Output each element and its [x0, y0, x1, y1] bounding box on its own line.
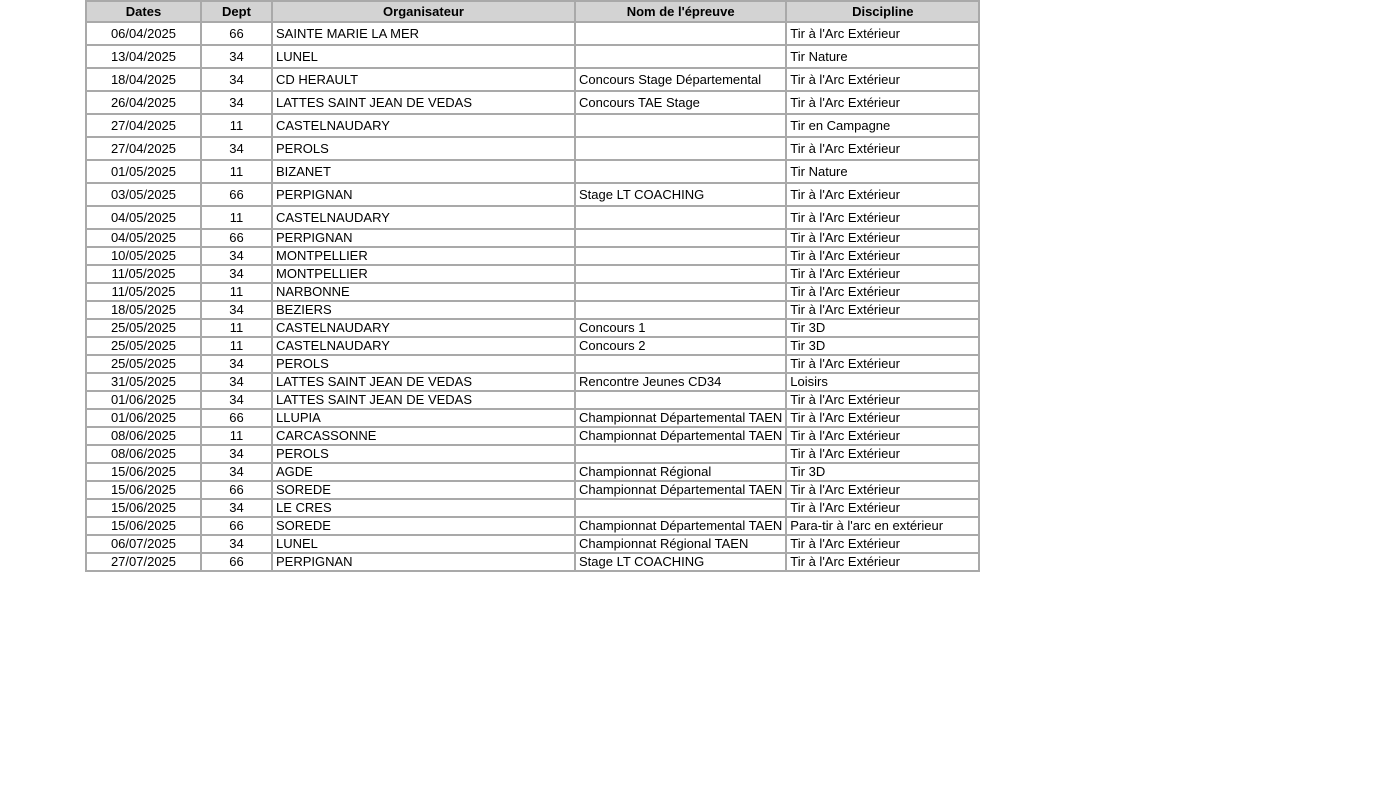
- cell-date: 18/05/2025: [86, 301, 201, 319]
- cell-dept: 11: [201, 427, 272, 445]
- cell-discipline: Tir à l'Arc Extérieur: [786, 206, 979, 229]
- table-row: [86, 247, 979, 265]
- events-table: [85, 0, 980, 572]
- table-row: [86, 427, 979, 445]
- header-discipline: Discipline: [786, 1, 979, 22]
- cell-nom-epreuve: Rencontre Jeunes CD34: [575, 373, 786, 391]
- cell-organisateur: CASTELNAUDARY: [272, 319, 575, 337]
- cell-nom-epreuve: Championnat Départemental TAEN: [575, 427, 786, 445]
- cell-date: 08/06/2025: [86, 445, 201, 463]
- cell-date: 25/05/2025: [86, 337, 201, 355]
- cell-date: 01/05/2025: [86, 160, 201, 183]
- table-row: [86, 337, 979, 355]
- cell-nom-epreuve: Stage LT COACHING: [575, 183, 786, 206]
- table-row: [86, 409, 979, 427]
- cell-nom-epreuve: [575, 160, 786, 183]
- cell-nom-epreuve: Championnat Départemental TAEN: [575, 481, 786, 499]
- cell-date: 27/04/2025: [86, 137, 201, 160]
- cell-date: 06/04/2025: [86, 22, 201, 45]
- cell-dept: 34: [201, 463, 272, 481]
- cell-nom-epreuve: [575, 114, 786, 137]
- cell-discipline: Tir à l'Arc Extérieur: [786, 22, 979, 45]
- table-row: [86, 114, 979, 137]
- cell-organisateur: CASTELNAUDARY: [272, 114, 575, 137]
- cell-nom-epreuve: Championnat Départemental TAEN: [575, 517, 786, 535]
- cell-dept: 66: [201, 22, 272, 45]
- table-row: [86, 481, 979, 499]
- cell-discipline: Tir Nature: [786, 45, 979, 68]
- cell-discipline: Tir à l'Arc Extérieur: [786, 391, 979, 409]
- table-row: [86, 22, 979, 45]
- header-dates: Dates: [86, 1, 201, 22]
- cell-nom-epreuve: [575, 229, 786, 247]
- cell-organisateur: LATTES SAINT JEAN DE VEDAS: [272, 373, 575, 391]
- cell-discipline: Tir à l'Arc Extérieur: [786, 535, 979, 553]
- cell-organisateur: LUNEL: [272, 535, 575, 553]
- cell-dept: 34: [201, 355, 272, 373]
- cell-discipline: Tir à l'Arc Extérieur: [786, 553, 979, 571]
- cell-organisateur: PERPIGNAN: [272, 553, 575, 571]
- cell-discipline: Tir à l'Arc Extérieur: [786, 137, 979, 160]
- cell-organisateur: AGDE: [272, 463, 575, 481]
- cell-discipline: Tir 3D: [786, 337, 979, 355]
- cell-dept: 66: [201, 409, 272, 427]
- cell-nom-epreuve: [575, 355, 786, 373]
- cell-dept: 34: [201, 247, 272, 265]
- table-row: [86, 160, 979, 183]
- cell-organisateur: CASTELNAUDARY: [272, 337, 575, 355]
- cell-dept: 66: [201, 553, 272, 571]
- cell-nom-epreuve: [575, 445, 786, 463]
- cell-dept: 66: [201, 481, 272, 499]
- cell-discipline: Loisirs: [786, 373, 979, 391]
- cell-nom-epreuve: [575, 137, 786, 160]
- table-row: [86, 535, 979, 553]
- cell-nom-epreuve: [575, 206, 786, 229]
- cell-date: 18/04/2025: [86, 68, 201, 91]
- cell-nom-epreuve: [575, 301, 786, 319]
- cell-date: 26/04/2025: [86, 91, 201, 114]
- cell-date: 15/06/2025: [86, 463, 201, 481]
- cell-dept: 34: [201, 535, 272, 553]
- cell-dept: 34: [201, 373, 272, 391]
- table-row: [86, 355, 979, 373]
- cell-dept: 34: [201, 445, 272, 463]
- cell-nom-epreuve: Stage LT COACHING: [575, 553, 786, 571]
- cell-nom-epreuve: [575, 247, 786, 265]
- header-nom-epreuve: Nom de l'épreuve: [575, 1, 786, 22]
- cell-discipline: Tir à l'Arc Extérieur: [786, 247, 979, 265]
- table-row: [86, 553, 979, 571]
- cell-organisateur: LATTES SAINT JEAN DE VEDAS: [272, 391, 575, 409]
- cell-organisateur: PEROLS: [272, 445, 575, 463]
- cell-nom-epreuve: Concours 1: [575, 319, 786, 337]
- cell-organisateur: CASTELNAUDARY: [272, 206, 575, 229]
- cell-organisateur: SOREDE: [272, 481, 575, 499]
- cell-dept: 34: [201, 91, 272, 114]
- table-row: [86, 499, 979, 517]
- cell-dept: 34: [201, 301, 272, 319]
- table-row: [86, 445, 979, 463]
- cell-organisateur: MONTPELLIER: [272, 247, 575, 265]
- table-row: [86, 301, 979, 319]
- header-organisateur: Organisateur: [272, 1, 575, 22]
- cell-organisateur: MONTPELLIER: [272, 265, 575, 283]
- cell-discipline: Tir à l'Arc Extérieur: [786, 265, 979, 283]
- cell-date: 27/04/2025: [86, 114, 201, 137]
- cell-date: 04/05/2025: [86, 229, 201, 247]
- cell-discipline: Tir 3D: [786, 463, 979, 481]
- cell-discipline: Tir à l'Arc Extérieur: [786, 481, 979, 499]
- table-row: [86, 229, 979, 247]
- cell-nom-epreuve: [575, 283, 786, 301]
- table-row: [86, 517, 979, 535]
- cell-date: 10/05/2025: [86, 247, 201, 265]
- cell-date: 27/07/2025: [86, 553, 201, 571]
- cell-nom-epreuve: Championnat Départemental TAEN: [575, 409, 786, 427]
- cell-organisateur: PERPIGNAN: [272, 229, 575, 247]
- cell-date: 25/05/2025: [86, 355, 201, 373]
- cell-organisateur: NARBONNE: [272, 283, 575, 301]
- cell-nom-epreuve: [575, 265, 786, 283]
- cell-date: 03/05/2025: [86, 183, 201, 206]
- cell-date: 15/06/2025: [86, 517, 201, 535]
- cell-nom-epreuve: Concours Stage Départemental: [575, 68, 786, 91]
- table-row: [86, 391, 979, 409]
- cell-discipline: Tir à l'Arc Extérieur: [786, 229, 979, 247]
- cell-organisateur: SAINTE MARIE LA MER: [272, 22, 575, 45]
- cell-discipline: Tir à l'Arc Extérieur: [786, 355, 979, 373]
- cell-dept: 66: [201, 229, 272, 247]
- cell-date: 15/06/2025: [86, 481, 201, 499]
- cell-organisateur: BIZANET: [272, 160, 575, 183]
- header-dept: Dept: [201, 1, 272, 22]
- cell-organisateur: PEROLS: [272, 355, 575, 373]
- cell-organisateur: PERPIGNAN: [272, 183, 575, 206]
- table-row: [86, 265, 979, 283]
- cell-discipline: Tir à l'Arc Extérieur: [786, 445, 979, 463]
- cell-dept: 11: [201, 319, 272, 337]
- table-row: [86, 183, 979, 206]
- header-row: [86, 1, 979, 22]
- cell-discipline: Para-tir à l'arc en extérieur: [786, 517, 979, 535]
- cell-organisateur: SOREDE: [272, 517, 575, 535]
- cell-date: 25/05/2025: [86, 319, 201, 337]
- cell-discipline: Tir en Campagne: [786, 114, 979, 137]
- table-row: [86, 45, 979, 68]
- cell-date: 04/05/2025: [86, 206, 201, 229]
- cell-date: 01/06/2025: [86, 409, 201, 427]
- cell-dept: 66: [201, 183, 272, 206]
- table-row: [86, 137, 979, 160]
- cell-date: 31/05/2025: [86, 373, 201, 391]
- cell-dept: 11: [201, 283, 272, 301]
- cell-discipline: Tir à l'Arc Extérieur: [786, 301, 979, 319]
- table-row: [86, 319, 979, 337]
- cell-dept: 66: [201, 517, 272, 535]
- cell-discipline: Tir à l'Arc Extérieur: [786, 499, 979, 517]
- table-row: [86, 68, 979, 91]
- cell-dept: 11: [201, 114, 272, 137]
- cell-discipline: Tir à l'Arc Extérieur: [786, 409, 979, 427]
- cell-date: 11/05/2025: [86, 283, 201, 301]
- cell-nom-epreuve: Championnat Régional TAEN: [575, 535, 786, 553]
- cell-date: 13/04/2025: [86, 45, 201, 68]
- cell-discipline: Tir à l'Arc Extérieur: [786, 91, 979, 114]
- cell-nom-epreuve: Championnat Régional: [575, 463, 786, 481]
- cell-organisateur: CD HERAULT: [272, 68, 575, 91]
- cell-discipline: Tir à l'Arc Extérieur: [786, 283, 979, 301]
- cell-dept: 34: [201, 265, 272, 283]
- cell-organisateur: LATTES SAINT JEAN DE VEDAS: [272, 91, 575, 114]
- cell-date: 15/06/2025: [86, 499, 201, 517]
- cell-nom-epreuve: [575, 45, 786, 68]
- cell-date: 08/06/2025: [86, 427, 201, 445]
- cell-organisateur: PEROLS: [272, 137, 575, 160]
- cell-dept: 11: [201, 337, 272, 355]
- cell-nom-epreuve: Concours TAE Stage: [575, 91, 786, 114]
- table-row: [86, 91, 979, 114]
- cell-nom-epreuve: [575, 22, 786, 45]
- cell-discipline: Tir à l'Arc Extérieur: [786, 427, 979, 445]
- cell-nom-epreuve: [575, 499, 786, 517]
- cell-nom-epreuve: [575, 391, 786, 409]
- cell-discipline: Tir à l'Arc Extérieur: [786, 68, 979, 91]
- cell-date: 06/07/2025: [86, 535, 201, 553]
- table-row: [86, 283, 979, 301]
- table-row: [86, 206, 979, 229]
- cell-organisateur: LLUPIA: [272, 409, 575, 427]
- cell-discipline: Tir Nature: [786, 160, 979, 183]
- table-row: [86, 373, 979, 391]
- cell-dept: 34: [201, 499, 272, 517]
- cell-discipline: Tir à l'Arc Extérieur: [786, 183, 979, 206]
- cell-organisateur: CARCASSONNE: [272, 427, 575, 445]
- cell-date: 11/05/2025: [86, 265, 201, 283]
- cell-dept: 11: [201, 206, 272, 229]
- cell-dept: 34: [201, 68, 272, 91]
- cell-organisateur: LE CRES: [272, 499, 575, 517]
- cell-organisateur: BEZIERS: [272, 301, 575, 319]
- cell-dept: 11: [201, 160, 272, 183]
- cell-discipline: Tir 3D: [786, 319, 979, 337]
- cell-nom-epreuve: Concours 2: [575, 337, 786, 355]
- cell-date: 01/06/2025: [86, 391, 201, 409]
- cell-dept: 34: [201, 45, 272, 68]
- table-row: [86, 463, 979, 481]
- cell-dept: 34: [201, 137, 272, 160]
- cell-dept: 34: [201, 391, 272, 409]
- cell-organisateur: LUNEL: [272, 45, 575, 68]
